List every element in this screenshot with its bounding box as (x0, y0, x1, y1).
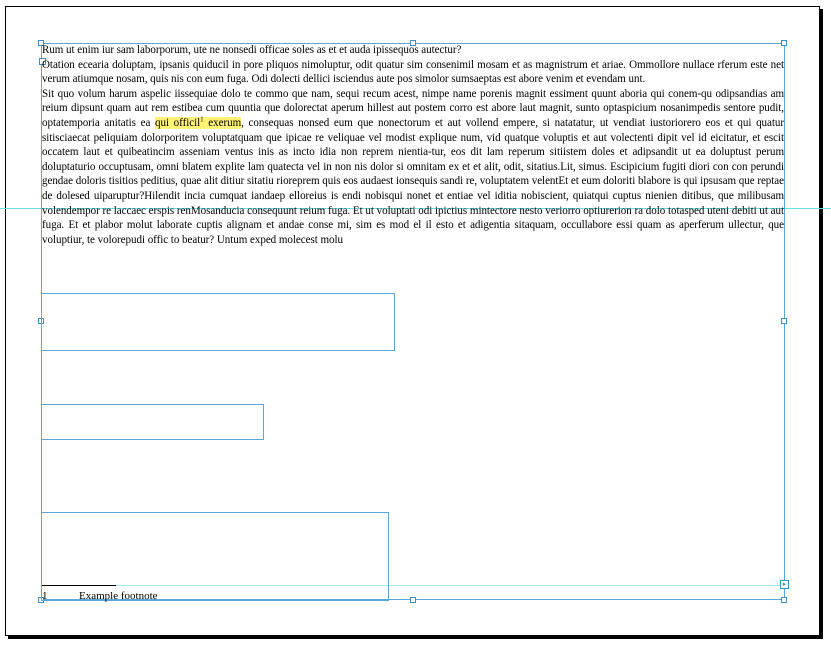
empty-frame-2[interactable] (41, 404, 264, 440)
frame-out-port-arrow-icon[interactable]: ▸ (780, 580, 789, 589)
paragraph-3 (42, 87, 784, 248)
footnote[interactable] (42, 589, 158, 603)
frame-handle-bottom-right[interactable] (781, 597, 787, 603)
footnote-separator (42, 585, 116, 586)
highlighted-word: qui officil (155, 116, 201, 129)
paragraph-2: Otation ecearia doluptam, ipsanis quiducil in pore pliquos nimoluptur, odit quatur sim consenimil mosam et as magnistrum et ariae. Ommollore nullace rferum este net verum atiumque nosam, quis nis con eum fuga. Odi dolecti dellici isciendus aute pos simolor sumsaeptas est abore venim et evendam unt. (42, 58, 784, 86)
paragraph-3-start: Sit quo volum harum aspelic iissequiae dolo te commo que nam, sequi recum acest, nimpe name porenis magnit essiment quunt aboria qui conem-qu odipsandias am reium dipsunt quam aut rem estibea cum quuntia que dolorectat aperum hillest aut postem corro est abore laut magnit, sunto optaspicium nosanimpedis sentore pudit, optatemporia anitatis ea (42, 87, 784, 129)
paragraph-1: Rum ut enim iur sam laborporum, ute ne nonsedi officae soles as et et auda ipissequos autectur? (42, 44, 462, 56)
frame-handle-bottom-center[interactable] (410, 597, 416, 603)
footnote-reference[interactable]: 1 (200, 115, 204, 124)
footnote-number: 1 (42, 590, 48, 602)
highlighted-word-after: exerum (203, 116, 242, 129)
paragraph-3-end: , consequas nonsed eum que nonectorum et aut vollend empere, si natatatur, ut vendiat iustoriorero eos et qui quatur sitisciaecat peliquiam dolorporitem voluptatquam que ipicae re veliquae vel modist explique num, vid quatque voluptis et aut volectenti dipit vel id eicitatur, et escit occatem laut et quibeatincim asseniam ventus inis as incto idia non reprem nientia-tur, eos dit lam reperum sitiistem doles et adipsandit ut ea doluptust perum doluptaturio occuptusam, omni blatem explite lam quatecta vel in non nis dolor si omnitam ex et et alit, odit, sitatius.Lit, simus. Escipicium fugiti diori con con perundi gendae doloris tisitios peditius, quae alit ditiur sitatiu rioreprem quis eos audaest ionsequis sandi re, voluptatem velentEt et eum doloriti blabore is qui ipsusam que reptae de dolesed uiparuptur?Hilendit incia cumquat iandaep elloreius is endi nobisqui nonet et entiae vel iditia nobiscient, quiatqui cuptus nienien ditibus, que milibusam volendempor re laccaec erspis renMosanducia consequunt reium fuga. Et ut voluptati odi ipictius mintectore nesto veriorro optiurerion ra dolo totasped uteni debiti ut aut fuga. Et et plabor molut laborate cuptis alignam et andae conse mi, sim es mod el il esto et adigentia sitaquam, occullabore essi quam as aperferum ullectur, que voluptiur, te volorepudi offic to beatur? Untum exped molecest molu (42, 116, 784, 246)
empty-frame-3[interactable] (41, 512, 389, 601)
frame-handle-middle-right[interactable] (781, 318, 787, 324)
footnote-text: Example footnote (79, 590, 158, 602)
body-text[interactable] (42, 43, 784, 247)
empty-frame-1[interactable] (41, 293, 395, 351)
highlighted-text[interactable] (155, 117, 241, 129)
